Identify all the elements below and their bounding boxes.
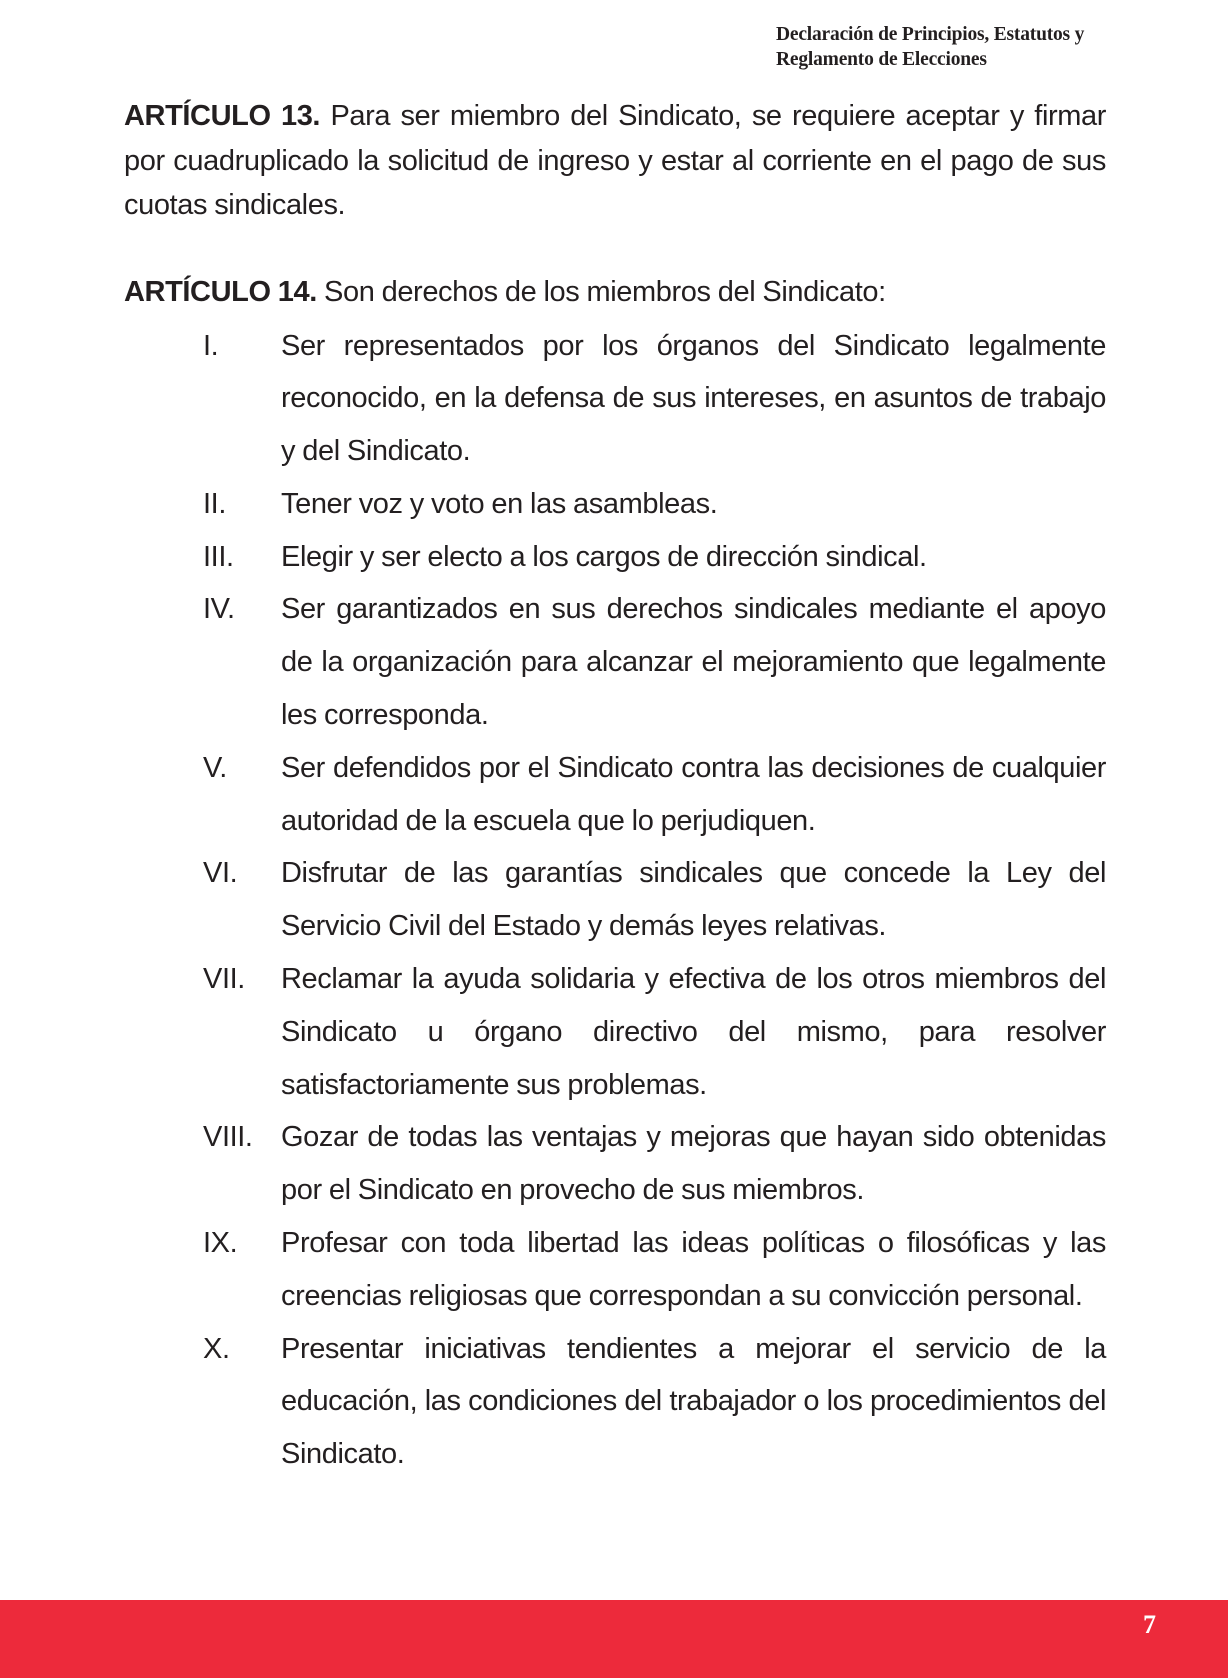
- list-item: [124, 953, 1106, 1111]
- article-13-text: Para ser miembro del Sindicato, se requiere aceptar y firmar por cuadruplicado la solicitud de ingreso y estar al corriente en el pago de sus cuotas sindicales.: [124, 100, 1106, 221]
- footer-band: [0, 1600, 1228, 1678]
- list-numeral: VIII.: [203, 1121, 253, 1154]
- list-item: [124, 478, 1106, 531]
- rights-list: [124, 320, 1106, 1482]
- list-text: Gozar de todas las ventajas y mejoras que hayan sido obtenidas por el Sindicato en provecho de sus miembros.: [281, 1121, 1106, 1207]
- page-number: 7: [1143, 1610, 1156, 1639]
- list-numeral: I.: [203, 329, 219, 362]
- page-content: [124, 94, 1106, 1481]
- article-13: [124, 94, 1106, 228]
- article-14: [124, 270, 1106, 314]
- list-text: Reclamar la ayuda solidaria y efectiva de los otros miembros del Sindicato u órgano directivo del mismo, para resolver satisfactoriamente sus problemas.: [281, 963, 1106, 1101]
- list-text: Profesar con toda libertad las ideas políticas o filosóficas y las creencias religiosas que correspondan a su convicción personal.: [281, 1227, 1106, 1312]
- article-13-label: ARTÍCULO 13.: [124, 100, 321, 132]
- list-numeral: V.: [203, 751, 227, 784]
- running-header: [776, 22, 1116, 72]
- list-numeral: IV.: [203, 593, 235, 626]
- list-item: [124, 847, 1106, 953]
- list-text: Tener voz y voto en las asambleas.: [281, 487, 718, 520]
- list-text: Ser representados por los órganos del Sindicato legalmente reconocido, en la defensa de sus intereses, en asuntos de trabajo y del Sindicato.: [281, 329, 1106, 468]
- list-numeral: III.: [203, 540, 234, 573]
- list-numeral: VII.: [203, 963, 245, 996]
- list-item: [124, 1111, 1106, 1217]
- list-item: [124, 742, 1106, 848]
- list-item: [124, 531, 1106, 584]
- list-numeral: IX.: [203, 1227, 238, 1260]
- list-text: Ser garantizados en sus derechos sindicales mediante el apoyo de la organización para alcanzar el mejoramiento que legalmente les corresponda.: [281, 593, 1106, 732]
- list-text: Elegir y ser electo a los cargos de dirección sindical.: [281, 540, 927, 573]
- list-numeral: VI.: [203, 857, 238, 890]
- list-item: [124, 1323, 1106, 1481]
- list-numeral: X.: [203, 1332, 230, 1365]
- list-item: [124, 1217, 1106, 1323]
- list-text: Ser defendidos por el Sindicato contra las decisiones de cualquier autoridad de la escuela que lo perjudiquen.: [281, 751, 1106, 837]
- list-text: Presentar iniciativas tendientes a mejorar el servicio de la educación, las condiciones del trabajador o los procedimientos del Sindicato.: [281, 1332, 1106, 1471]
- running-header-line-1: Declaración de Principios, Estatutos y: [776, 24, 1085, 45]
- list-item: [124, 583, 1106, 741]
- article-14-intro: Son derechos de los miembros del Sindicato:: [316, 275, 886, 308]
- list-text: Disfrutar de las garantías sindicales que concede la Ley del Servicio Civil del Estado y demás leyes relativas.: [281, 857, 1106, 943]
- running-header-line-2: Reglamento de Elecciones: [776, 49, 987, 70]
- list-numeral: II.: [203, 487, 226, 520]
- article-14-label: ARTÍCULO 14.: [124, 275, 317, 308]
- list-item: [124, 320, 1106, 478]
